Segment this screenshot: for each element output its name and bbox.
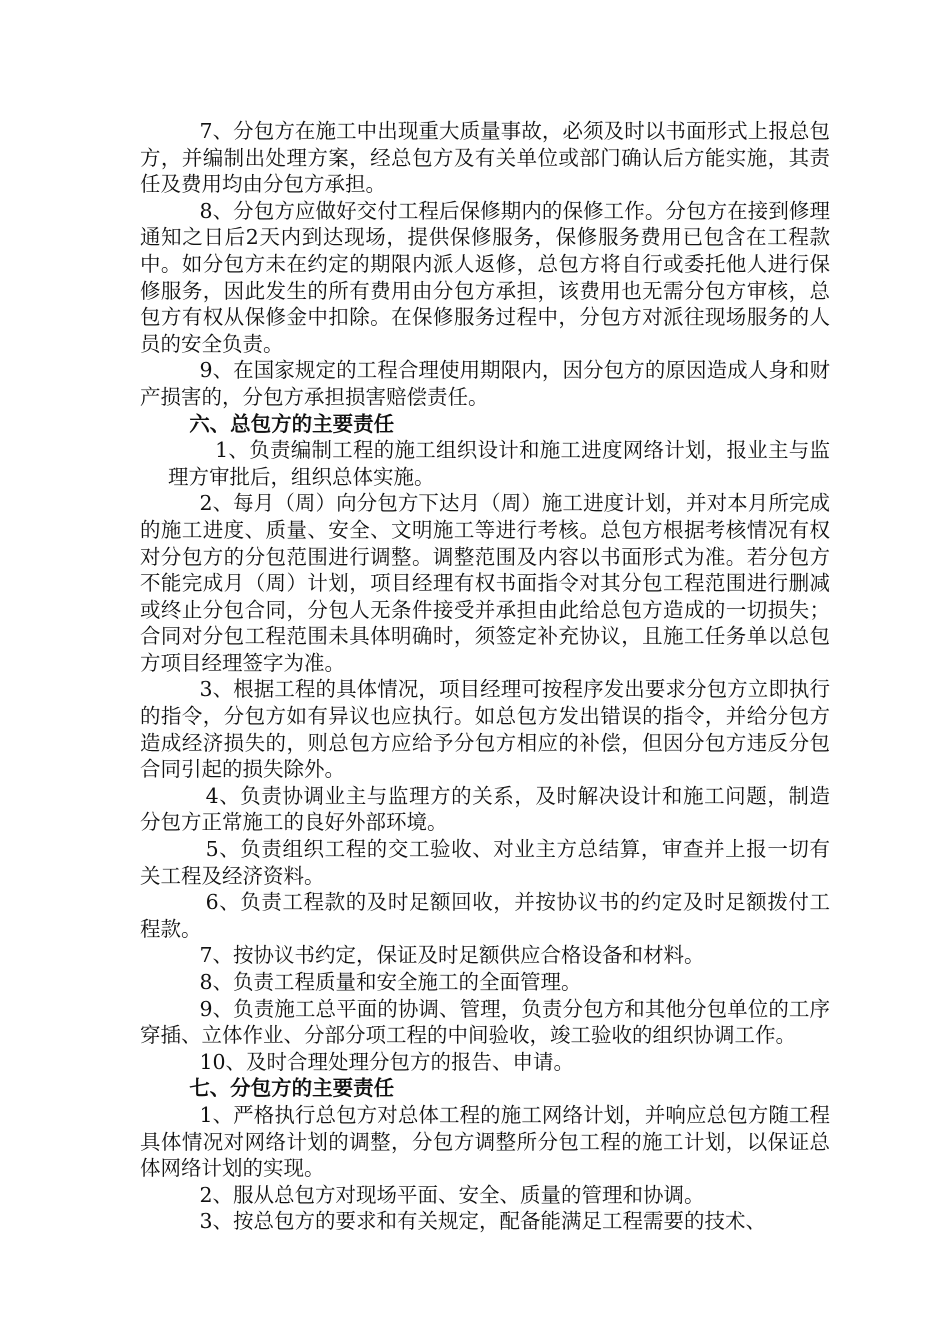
paragraph-7-3: 3、按总包方的要求和有关规定，配备能满足工程需要的技术、 bbox=[199, 1209, 766, 1234]
paragraph-6-8: 8、负责工程质量和安全施工的全面管理。 bbox=[199, 970, 582, 994]
paragraph-6-6: 6、负责工程款的及时足额回收，并按协议书的约定及时足额拨付工程款。 bbox=[140, 890, 830, 941]
paragraph-6-7: 7、按协议书约定，保证及时足额供应合格设备和材料。 bbox=[199, 943, 705, 968]
document-page bbox=[140, 118, 830, 1235]
paragraph-7-2: 2、服从总包方对现场平面、安全、质量的管理和协调。 bbox=[199, 1182, 705, 1207]
paragraph-6-10: 10、及时合理处理分包方的报告、申请。 bbox=[199, 1049, 575, 1074]
paragraph-6-2: 2、每月（周）向分包方下达月（周）施工进度计划，并对本月所完成的施工进度、质量、安全、文明施工等进行考核。总包方根据考核情况有权对分包方的分包范围进行调整。调整范围及内容以书面形式为准。若分包方不能完成月（周）计划，项目经理有权书面指令对其分包工程范围进行删减或终止分包合同，分包人无条件接受并承担由此给总包方造成的一切损失；合同对分包工程范围未具体明确时，须签定补充协议，且施工任务单以总包方项目经理签字为准。 bbox=[140, 491, 830, 675]
paragraph-6-1: 1、负责编制工程的施工组织设计和施工进度网络计划，报业主与监理方审批后，组织总体实施。 bbox=[168, 438, 830, 489]
paragraph-6-3: 3、根据工程的具体情况，项目经理可按程序发出要求分包方立即执行的指令，分包方如有异议也应执行。如总包方发出错误的指令，并给分包方造成经济损失的，则总包方应给予分包方相应的补偿，但因分包方违反分包合同引起的损失除外。 bbox=[140, 677, 830, 782]
section-heading-6: 六、总包方的主要责任 bbox=[189, 411, 395, 436]
paragraph-6-9: 9、负责施工总平面的协调、管理，负责分包方和其他分包单位的工序穿插、立体作业、分部分项工程的中间验收，竣工验收的组织协调工作。 bbox=[140, 996, 830, 1048]
paragraph-6-4: 4、负责协调业主与监理方的关系，及时解决设计和施工问题，制造分包方正常施工的良好外部环境。 bbox=[140, 783, 830, 835]
paragraph-6-5: 5、负责组织工程的交工验收、对业主方总结算，审查并上报一切有关工程及经济资料。 bbox=[140, 837, 830, 888]
section-heading-7: 七、分包方的主要责任 bbox=[189, 1076, 395, 1101]
paragraph-5-8: 8、分包方应做好交付工程后保修期内的保修工作。分包方在接到修理通知之日后2天内到达现场，提供保修服务，保修服务费用已包含在工程款中。如分包方未在约定的期限内派人返修，总包方将自行或委托他人进行保修服务，因此发生的所有费用由分包方承担，该费用也无需分包方审核，总包方有权从保修金中扣除。在保修服务过程中，分包方对派往现场服务的人员的安全负责。 bbox=[140, 198, 830, 356]
paragraph-5-7: 7、分包方在施工中出现重大质量事故，必须及时以书面形式上报总包方，并编制出处理方案，经总包方及有关单位或部门确认后方能实施，其责任及费用均由分包方承担。 bbox=[140, 119, 830, 197]
paragraph-5-9: 9、在国家规定的工程合理使用期限内，因分包方的原因造成人身和财产损害的，分包方承担损害赔偿责任。 bbox=[140, 358, 830, 409]
paragraph-7-1: 1、严格执行总包方对总体工程的施工网络计划，并响应总包方随工程具体情况对网络计划的调整，分包方调整所分包工程的施工计划，以保证总体网络计划的实现。 bbox=[140, 1102, 830, 1181]
